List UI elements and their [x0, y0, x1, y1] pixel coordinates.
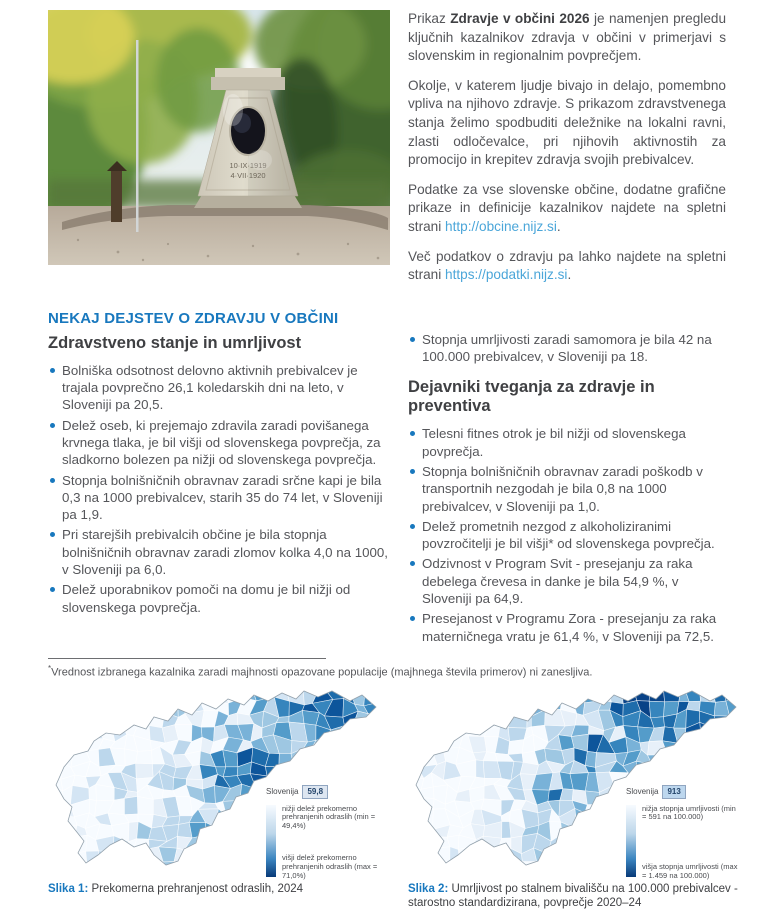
obcine-link[interactable]: http://obcine.nijz.si — [445, 219, 557, 235]
fact-item: Stopnja umrljivosti zaradi samomora je bila 42 na 100.000 prebivalcev, v Sloveniji pa 18. — [408, 331, 726, 366]
map2-legend-scale — [626, 805, 740, 881]
podatki-link[interactable]: https://podatki.nijz.si — [445, 267, 568, 283]
fact-item: Delež uporabnikov pomoči na domu je bil nižji od slovenskega povprečja. — [48, 581, 390, 616]
footnote-block — [48, 658, 726, 679]
slovenia-value-badge: 59,8 — [302, 785, 328, 799]
footnote-body: Vrednost izbranega kazalnika zaradi majhnosti opazovane populacije (majhnega števila primerov) ni zanesljiva. — [51, 666, 593, 679]
map-figure-2 — [408, 689, 740, 911]
fact-item: Stopnja bolnišničnih obravnav zaradi poškodb v transportnih nezgodah je bila 0,8 na 1000 prebivalcev, v Sloveniji pa 1,0. — [408, 463, 726, 515]
intro-paragraph-4 — [408, 248, 726, 285]
plaque-date-1: 10·IX·1919 — [229, 161, 267, 170]
footnote-marker: * — [48, 663, 52, 673]
legend-min-label: nižja stopnja umrljivosti (min = 591 na 100.000) — [642, 803, 736, 822]
facts-column-left — [48, 310, 390, 648]
fact-item: Presejanost v Programu Zora - presejanju za raka materničnega vratu je 61,4 %, v Sloveniji pa 72,5. — [408, 610, 726, 645]
facts-list-risk-factors — [408, 425, 726, 644]
fact-item: Bolniška odsotnost delovno aktivnih prebivalcev je trajala povprečno 26,1 koledarskih dni na leto, v Sloveniji pa 20,5. — [48, 362, 390, 414]
facts-list-health-state — [48, 362, 390, 616]
intro-p1-post: je namenjen pregledu ključnih kazalnikov zdravja v občini v primerjavi s slovenskim in regionalnim povprečjem. — [408, 11, 727, 64]
color-scale-bar — [626, 805, 636, 877]
report-title: Zdravje v občini 2026 — [450, 11, 590, 26]
map2-caption — [408, 882, 740, 911]
map1-caption — [48, 882, 380, 897]
intro-p4-post: . — [567, 267, 572, 283]
maps-section — [48, 689, 738, 911]
flagpole — [136, 40, 139, 232]
map-figure-1 — [48, 689, 380, 911]
map2-caption-label: Slika 2: — [408, 882, 449, 895]
map1-legend — [266, 785, 380, 881]
slovenia-label: Slovenija — [626, 787, 659, 797]
fact-item: Stopnja bolnišničnih obravnav zaradi srčne kapi je bila 0,3 na 1000 prebivalcev, starih 35 do 74 let, v Sloveniji pa 1,9. — [48, 472, 390, 524]
map1-slovenia-value — [266, 785, 380, 799]
fact-item: Delež oseb, ki prejemajo zdravila zaradi povišanega krvnega tlaka, je bil višji od slovenskega povprečja, za sladkorno bolezen pa nižji od slovenskega povprečja. — [48, 417, 390, 469]
plaque-date-2: 4·VII·1920 — [230, 171, 266, 180]
intro-paragraph-3 — [408, 181, 726, 237]
legend-min-label: nižji delež prekomerno prehranjenih odraslih (min = 49,4%) — [282, 803, 376, 831]
fact-item: Pri starejših prebivalcih občine je bila stopnja bolnišničnih obravnav zaradi zlomov kolka 4,0 na 1000, v Sloveniji pa 6,0. — [48, 526, 390, 578]
map1-caption-text: Prekomerna prehranjenost odraslih, 2024 — [88, 882, 304, 895]
map2-caption-text: Umrljivost po stalnem bivališču na 100.000 prebivalcev - starostno standardizirana, povprečje 2020–24 — [408, 882, 738, 910]
intro-p4-pre: Več podatkov o zdravju pa lahko najdete na spletni strani — [408, 248, 726, 283]
facts-title: NEKAJ DEJSTEV O ZDRAVJU V OBČINI — [48, 309, 339, 327]
intro-p3-post: . — [556, 219, 561, 235]
fact-item: Delež prometnih nezgod z alkoholiziranimi povzročitelji je bil višji* od slovenskega povprečja. — [408, 518, 726, 553]
facts-column-right — [408, 310, 726, 648]
color-scale-bar — [266, 805, 276, 877]
intro-p1-pre: Prikaz — [408, 11, 451, 26]
legend-max-label: višja stopnja umrljivosti (max = 1.459 na 100.000) — [642, 861, 738, 880]
map2-slovenia-value — [626, 785, 740, 799]
map1-legend-labels — [282, 805, 380, 881]
footnote-text — [48, 664, 726, 679]
monument-photo — [48, 10, 390, 265]
slovenia-label: Slovenija — [266, 787, 299, 797]
section-risk-factors-title: Dejavniki tveganja za zdravje in preventiva — [408, 378, 655, 416]
map1-caption-label: Slika 1: — [48, 882, 89, 895]
map2-legend-labels — [642, 805, 740, 881]
legend-max-label: višji delež prekomerno prehranjenih odraslih (max = 71,0%) — [282, 852, 378, 880]
monument-photo-art — [48, 10, 390, 265]
map2-legend — [626, 785, 740, 881]
facts-section — [48, 310, 726, 648]
footnote-divider — [48, 658, 326, 659]
fact-item: Telesni fitnes otrok je bil nižji od slovenskega povprečja. — [408, 425, 726, 460]
slovenia-value-badge: 913 — [662, 785, 685, 799]
intro-p3-pre: Podatke za vse slovenske občine, dodatne grafične prikaze in definicije kazalnikov najdete na spletni strani — [408, 181, 726, 235]
map1-legend-scale — [266, 805, 380, 881]
section-health-state-title: Zdravstveno stanje in umrljivost — [48, 333, 302, 352]
top-row — [48, 10, 726, 296]
facts-list-health-state-cont — [408, 331, 726, 366]
intro-paragraph-1 — [408, 10, 726, 66]
intro-paragraph-2: Okolje, v katerem ljudje bivajo in delajo, pomembno vpliva na njihovo zdravje. S prikazom zdravstvenega stanja želimo spodbuditi deležnike na lokalni ravni, zlasti odločevalce, pri njihovih aktivnostih za promocijo in krepitev zdravja svojih prebivalcev. — [408, 77, 726, 168]
fact-item: Odzivnost v Program Svit - presejanju za raka debelega črevesa in danke je bila 54,9 %, v Sloveniji pa 64,9. — [408, 555, 726, 607]
intro-text — [408, 10, 726, 296]
